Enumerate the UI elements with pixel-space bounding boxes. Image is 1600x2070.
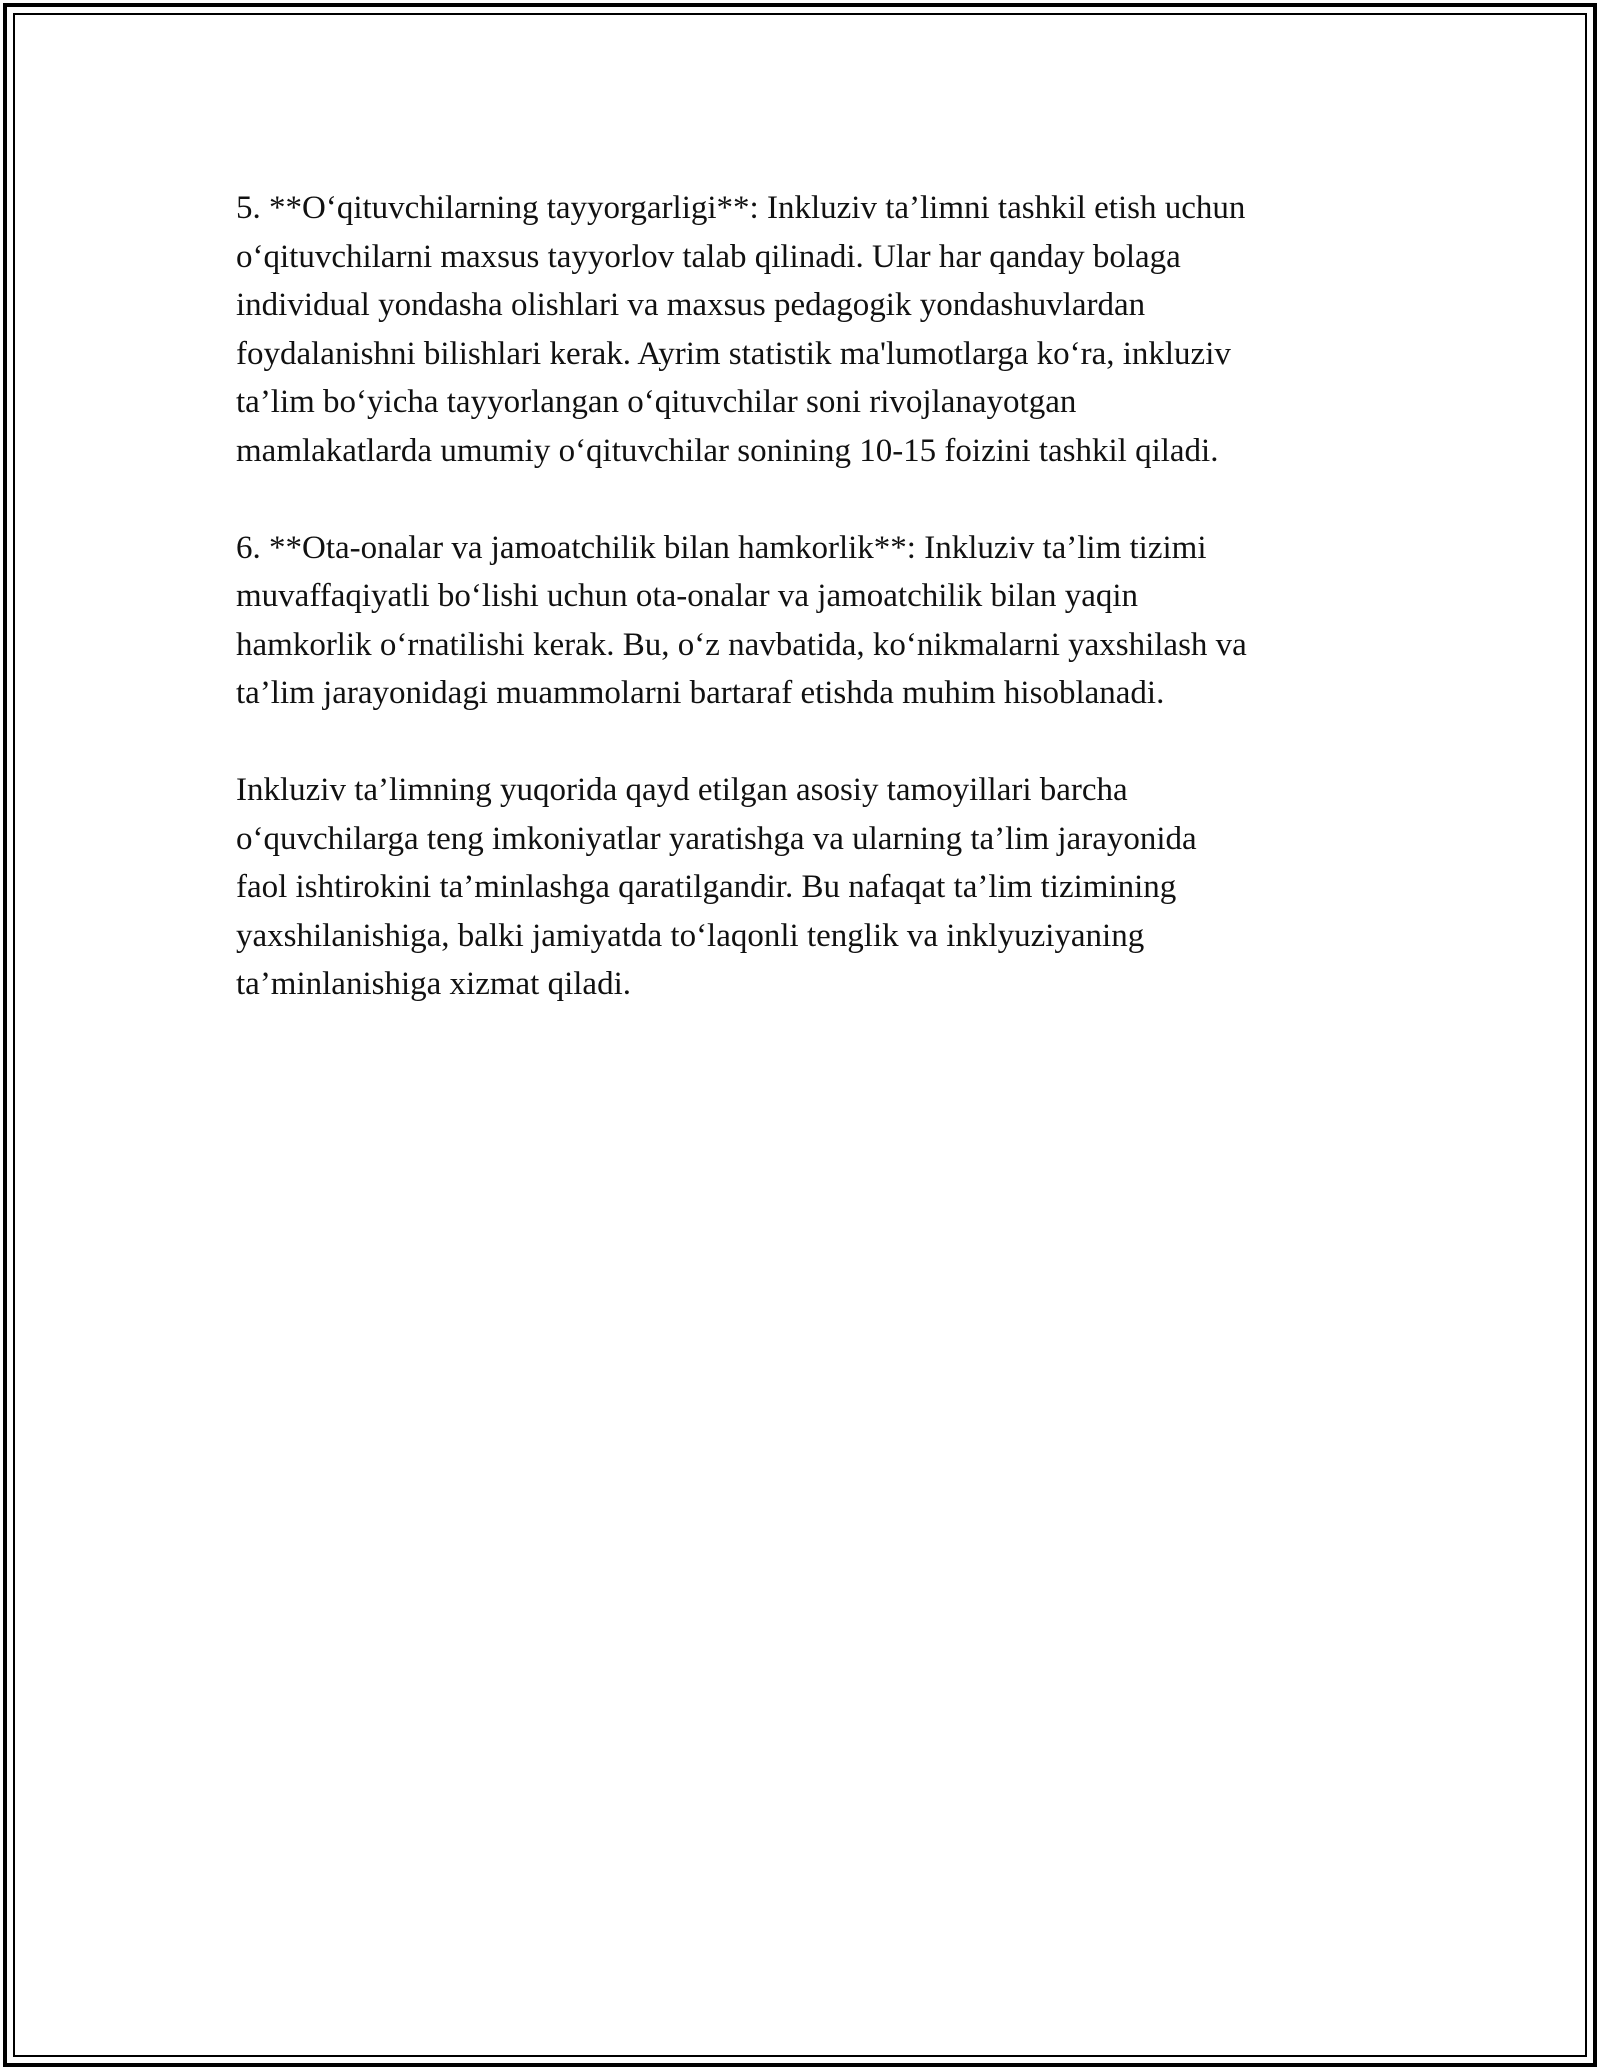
document-body	[236, 184, 1386, 1009]
paragraph-conclusion: Inkluziv ta’limning yuqorida qayd etilgan asosiy tamoyillari barcha o‘quvchilarga teng imkoniyatlar yaratishga va ularning ta’lim jarayonida faol ishtirokini ta’minlashga qaratilgandir. Bu nafaqat ta’lim tizimining yaxshilanishiga, balki jamiyatda to‘laqonli tenglik va inklyuziyaning ta’minlanishiga xizmat qiladi.	[236, 772, 1197, 1002]
paragraph-teacher-preparation: 5. **O‘qituvchilarning tayyorgarligi**: Inkluziv ta’limni tashkil etish uchun o‘qituvchilarni maxsus tayyorlov talab qilinadi. Ular har qanday bolaga individual yondasha olishlari va maxsus pedagogik yondashuvlardan foydalanishni bilishlari kerak. Ayrim statistik ma'lumotlarga ko‘ra, inkluziv ta’lim bo‘yicha tayyorlangan o‘qituvchilar soni rivojlanayotgan mamlakatlarda umumiy o‘qituvchilar sonining 10-15 foizini tashkil qiladi.	[236, 190, 1246, 469]
paragraph-parent-community-cooperation: 6. **Ota-onalar va jamoatchilik bilan hamkorlik**: Inkluziv ta’lim tizimi muvaffaqiyatli bo‘lishi uchun ota-onalar va jamoatchilik bilan yaqin hamkorlik o‘rnatilishi kerak. Bu, o‘z navbatida, ko‘nikmalarni yaxshilash va ta’lim jarayonidagi muammolarni bartaraf etishda muhim hisoblanadi.	[236, 529, 1247, 711]
